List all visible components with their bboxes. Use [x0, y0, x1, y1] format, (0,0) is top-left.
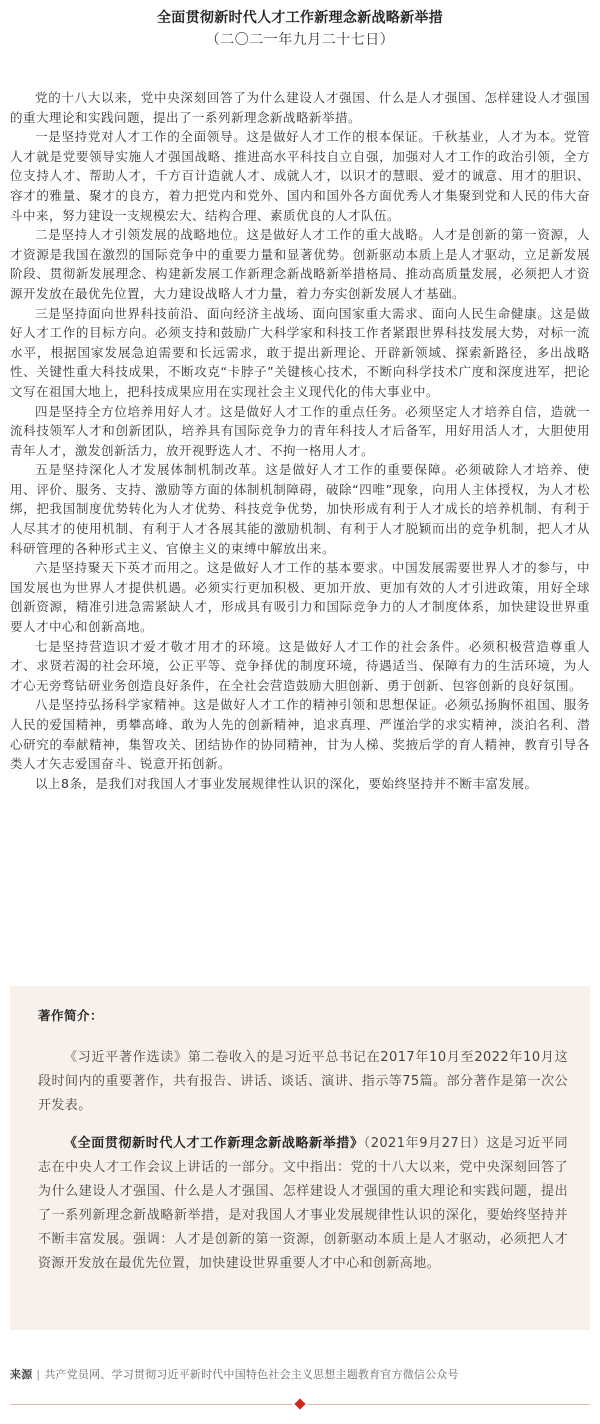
article-paragraph: 一是坚持党对人才工作的全面领导。这是做好人才工作的根本保证。千秋基业，人才为本。党管人才就是党要领导实施人才强国战略、推进高水平科技自立自强，加强对人才工作的政治引领，全方位支持人才、帮助人才，千方百计造就人才、成就人才，以识才的慧眼、爱才的诚意、用才的胆识、容才的雅量、聚才的良方，着力把党内和党外、国内和国外各方面优秀人才集聚到党和人民的伟大奋斗中来，努力建设一支规模宏大、结构合理、素质优良的人才队伍。 [10, 129, 590, 223]
article-body [0, 50, 600, 793]
article-paragraph: 五是坚持深化人才发展体制机制改革。这是做好人才工作的重要保障。必须破除人才培养、使用、评价、服务、支持、激励等方面的体制机制障碍，破除“四唯”现象，向用人主体授权，为人才松绑，把我国制度优势转化为人才优势、科技竞争优势，加快形成有利于人才成长的培养机制、有利于人尽其才的使用机制、有利于人才各展其能的激励机制、有利于人才脱颖而出的竞争机制，把人才从科研管理的各种形式主义、官僚主义的束缚中解放出来。 [10, 462, 590, 556]
footer-divider-right [308, 1404, 590, 1405]
source-separator: | [36, 1368, 41, 1381]
article-paragraph: 七是坚持营造识才爱才敬才用才的环境。这是做好人才工作的社会条件。必须积极营造尊重人才、求贤若渴的社会环境，公正平等、竞争择优的制度环境，待遇适当、保障有力的生活环境，为人才心无旁骛钻研业务创造良好条件，在全社会营造鼓励大胆创新、勇于创新、包容创新的良好氛围。 [10, 638, 590, 693]
article-paragraph: 以上8条，是我们对我国人才事业发展规律性认识的深化，要始终坚持并不断丰富发展。 [35, 775, 538, 791]
work-introduction-box [10, 986, 590, 1330]
article-paragraph: 党的十八大以来，党中央深刻回答了为什么建设人才强国、什么是人才强国、怎样建设人才强国的重大理论和实践问题，提出了一系列新理念新战略新举措。 [10, 90, 590, 125]
source-label: 来源 [10, 1368, 33, 1381]
article-date: （二〇二一年九月二十七日） [205, 32, 395, 48]
introduction-paragraph [38, 1132, 568, 1276]
introduction-paragraph: 《习近平著作选读》第二卷收入的是习近平总书记在2017年10月至2022年10月这段时间内的重要著作，共有报告、讲话、谈话、演讲、指示等75篇。部分著作是第一次公开发表。 [38, 1050, 568, 1113]
article-paragraph: 四是坚持全方位培养用好人才。这是做好人才工作的重点任务。必须坚定人才培养自信，造就一流科技领军人才和创新团队，培养具有国际竞争力的青年科技人才后备军，用好用活人才，大胆使用青年人才，激发创新活力，放开视野选人才、不拘一格用人才。 [10, 403, 590, 458]
work-title: 《全面贯彻新时代人才工作新理念新战略新举措》 [64, 1136, 364, 1151]
article-header [0, 0, 600, 50]
work-summary: （2021年9月27日）这是习近平同志在中央人才工作会议上讲话的一部分。文中指出：党的十八大以来，党中央深刻回答了为什么建设人才强国、什么是人才强国、怎样建设人才强国的重大理论和实践问题，提出了一系列新理念新战略新举措，是对我国人才事业发展规律性认识的深化，要始终坚持并不断丰富发展。强调：人才是创新的第一资源，创新驱动本质上是人才驱动，必须把人才资源开发放在最优先位置，加快建设世界重要人才中心和创新高地。 [38, 1136, 568, 1271]
article-paragraph: 八是坚持弘扬科学家精神。这是做好人才工作的精神引领和思想保证。必须弘扬胸怀祖国、服务人民的爱国精神，勇攀高峰、敢为人先的创新精神，追求真理、严谨治学的求实精神，淡泊名利、潜心研究的奉献精神，集智攻关、团结协作的协同精神，甘为人梯、奖掖后学的育人精神，教育引导各类人才矢志爱国奋斗、锐意开拓创新。 [10, 697, 590, 772]
source-text: 共产党员网、学习贯彻习近平新时代中国特色社会主义思想主题教育官方微信公众号 [44, 1368, 459, 1381]
introduction-heading: 著作简介： [38, 1008, 104, 1023]
article-paragraph: 二是坚持人才引领发展的战略地位。这是做好人才工作的重大战略。人才是创新的第一资源，人才资源是我国在激烈的国际竞争中的重要力量和显著优势。创新驱动本质上是人才驱动，立足新发展阶段、贯彻新发展理念、构建新发展工作新理念新战略新举措格局、推动高质量发展，必须把人才资源开发放在最优先位置，大力建设战略人才力量，着力夯实创新发展人才基础。 [10, 227, 590, 301]
footer-divider-left [10, 1404, 292, 1405]
article-paragraph: 六是坚持聚天下英才而用之。这是做好人才工作的基本要求。中国发展需要世界人才的参与，中国发展也为世界人才提供机遇。必须实行更加积极、更加开放、更加有效的人才引进政策，用好全球创新资源，精准引进急需紧缺人才，形成具有吸引力和国际竞争力的人才制度体系，加快建设世界重要人才中心和创新高地。 [10, 560, 590, 635]
source-line [10, 1366, 459, 1382]
diamond-ornament-icon [294, 1398, 305, 1409]
article-paragraph: 三是坚持面向世界科技前沿、面向经济主战场、面向国家重大需求、面向人民生命健康。这是做好人才工作的目标方向。必须支持和鼓励广大科学家和科技工作者紧跟世界科技发展大势，对标一流水平，根据国家发展急迫需要和长远需求，敢于提出新理论、开辟新领域、探索新路径，多出战略性、关键性重大科技成果，不断攻克“卡脖子”关键核心技术，不断向科学技术广度和深度进军，把论文写在祖国大地上，把科技成果应用在实现社会主义现代化的伟大事业中。 [10, 305, 590, 399]
article-title: 全面贯彻新时代人才工作新理念新战略新举措 [157, 10, 443, 26]
